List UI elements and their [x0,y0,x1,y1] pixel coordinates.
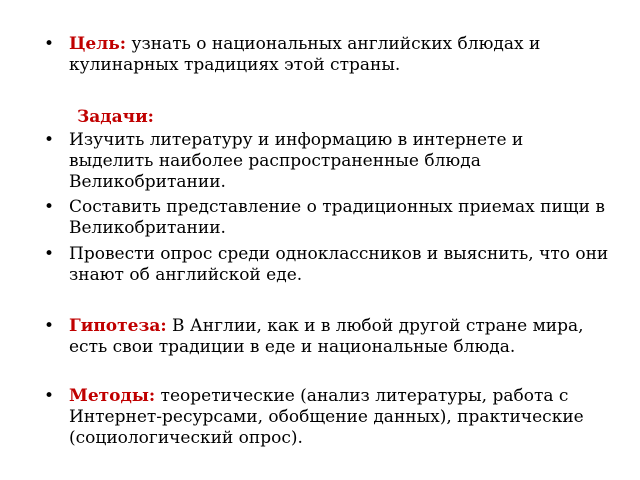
methods-label: Методы: [69,386,156,406]
task-item-3 [44,244,609,286]
hypothesis-text: В Англии, как и в любой другой стране мира, есть свои традиции в еде и национальные блюда. [69,316,584,357]
bullet-icon: • [44,34,55,54]
bullet-icon: • [44,316,55,336]
bullet-icon: • [44,244,55,264]
task-text-3: Провести опрос среди одноклассников и выяснить, что они знают об английской еде. [69,244,609,285]
tasks-heading: Задачи: [77,107,154,127]
task-text-1: Изучить литературу и информацию в интернете и выделить наиболее распространенные блюда Великобритании. [69,130,524,192]
hypothesis-label: Гипотеза: [69,316,167,336]
methods-item [44,386,609,449]
methods-text: теоретические (анализ литературы, работа с Интернет-ресурсами, обобщение данных), практические (социологический опрос). [69,386,584,448]
goal-item [44,34,609,76]
task-item-1 [44,130,609,193]
bullet-icon: • [44,386,55,406]
goal-label: Цель: [69,34,127,54]
hypothesis-item [44,316,609,358]
task-text-2: Составить представление о традиционных приемах пищи в Великобритании. [69,197,605,238]
task-item-2 [44,197,609,239]
bullet-icon: • [44,197,55,217]
goal-text: узнать о национальных английских блюдах и кулинарных традициях этой страны. [69,34,541,75]
bullet-icon: • [44,130,55,150]
